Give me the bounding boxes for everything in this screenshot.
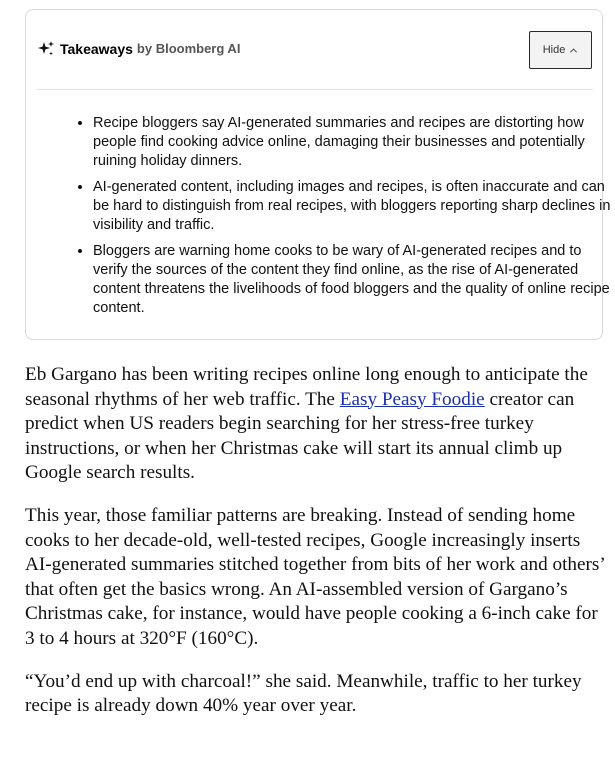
chevron-up-icon bbox=[569, 46, 578, 55]
takeaway-item: • Bloggers are warning home cooks to be wary of AI-generated recipes and to verify the sources of the content they find online, as the rise of AI-generated content threatens the livelihoods of food bloggers and the quality of online recipe content. bbox=[93, 241, 613, 318]
takeaway-item: • AI-generated content, including images and recipes, is often inaccurate and can be hard to distinguish from real recipes, with bloggers reporting sharp declines in visibility and traffic. bbox=[93, 177, 613, 235]
takeaways-header bbox=[37, 40, 240, 58]
hide-button-label: Hide bbox=[542, 44, 566, 56]
takeaways-byline: by Bloomberg AI bbox=[136, 41, 241, 56]
paragraph-text: creator can predict when US readers begin searching for her stress-free turkey instructions, or when her Christmas cake will start its annual climb up Google search results. bbox=[25, 388, 575, 484]
takeaways-list bbox=[75, 113, 613, 324]
easy-peasy-foodie-link[interactable]: Easy Peasy Foodie bbox=[339, 388, 485, 410]
article-paragraph bbox=[25, 363, 605, 486]
takeaways-title: Takeaways bbox=[60, 41, 133, 57]
article-paragraph: This year, those familiar patterns are breaking. Instead of sending home cooks to her decade-old, well-tested recipes, Google increasingly inserts AI-generated summaries stitched together from bits of her work and others’ that often get the basics wrong. An AI-assembled version of Gargano’s Christmas cake, for instance, would have people cooking a 6-inch cake for 3 to 4 hours at 320°F (160°C). bbox=[25, 504, 605, 649]
sparkle-icon bbox=[37, 40, 55, 58]
hide-button[interactable] bbox=[529, 31, 592, 69]
takeaway-item: • Recipe bloggers say AI-generated summaries and recipes are distorting how people find cooking advice online, damaging their businesses and potentially ruining holiday dinners. bbox=[93, 113, 613, 171]
takeaways-divider bbox=[37, 89, 593, 90]
article-paragraph: “You’d end up with charcoal!” she said. Meanwhile, traffic to her turkey recipe is already down 40% year over year. bbox=[25, 670, 582, 717]
takeaways-panel bbox=[25, 9, 611, 340]
paragraph-text: Eb Gargano has been writing recipes online long enough to anticipate the seasonal rhythms of her web traffic. The bbox=[25, 364, 588, 410]
article-body bbox=[25, 363, 605, 737]
